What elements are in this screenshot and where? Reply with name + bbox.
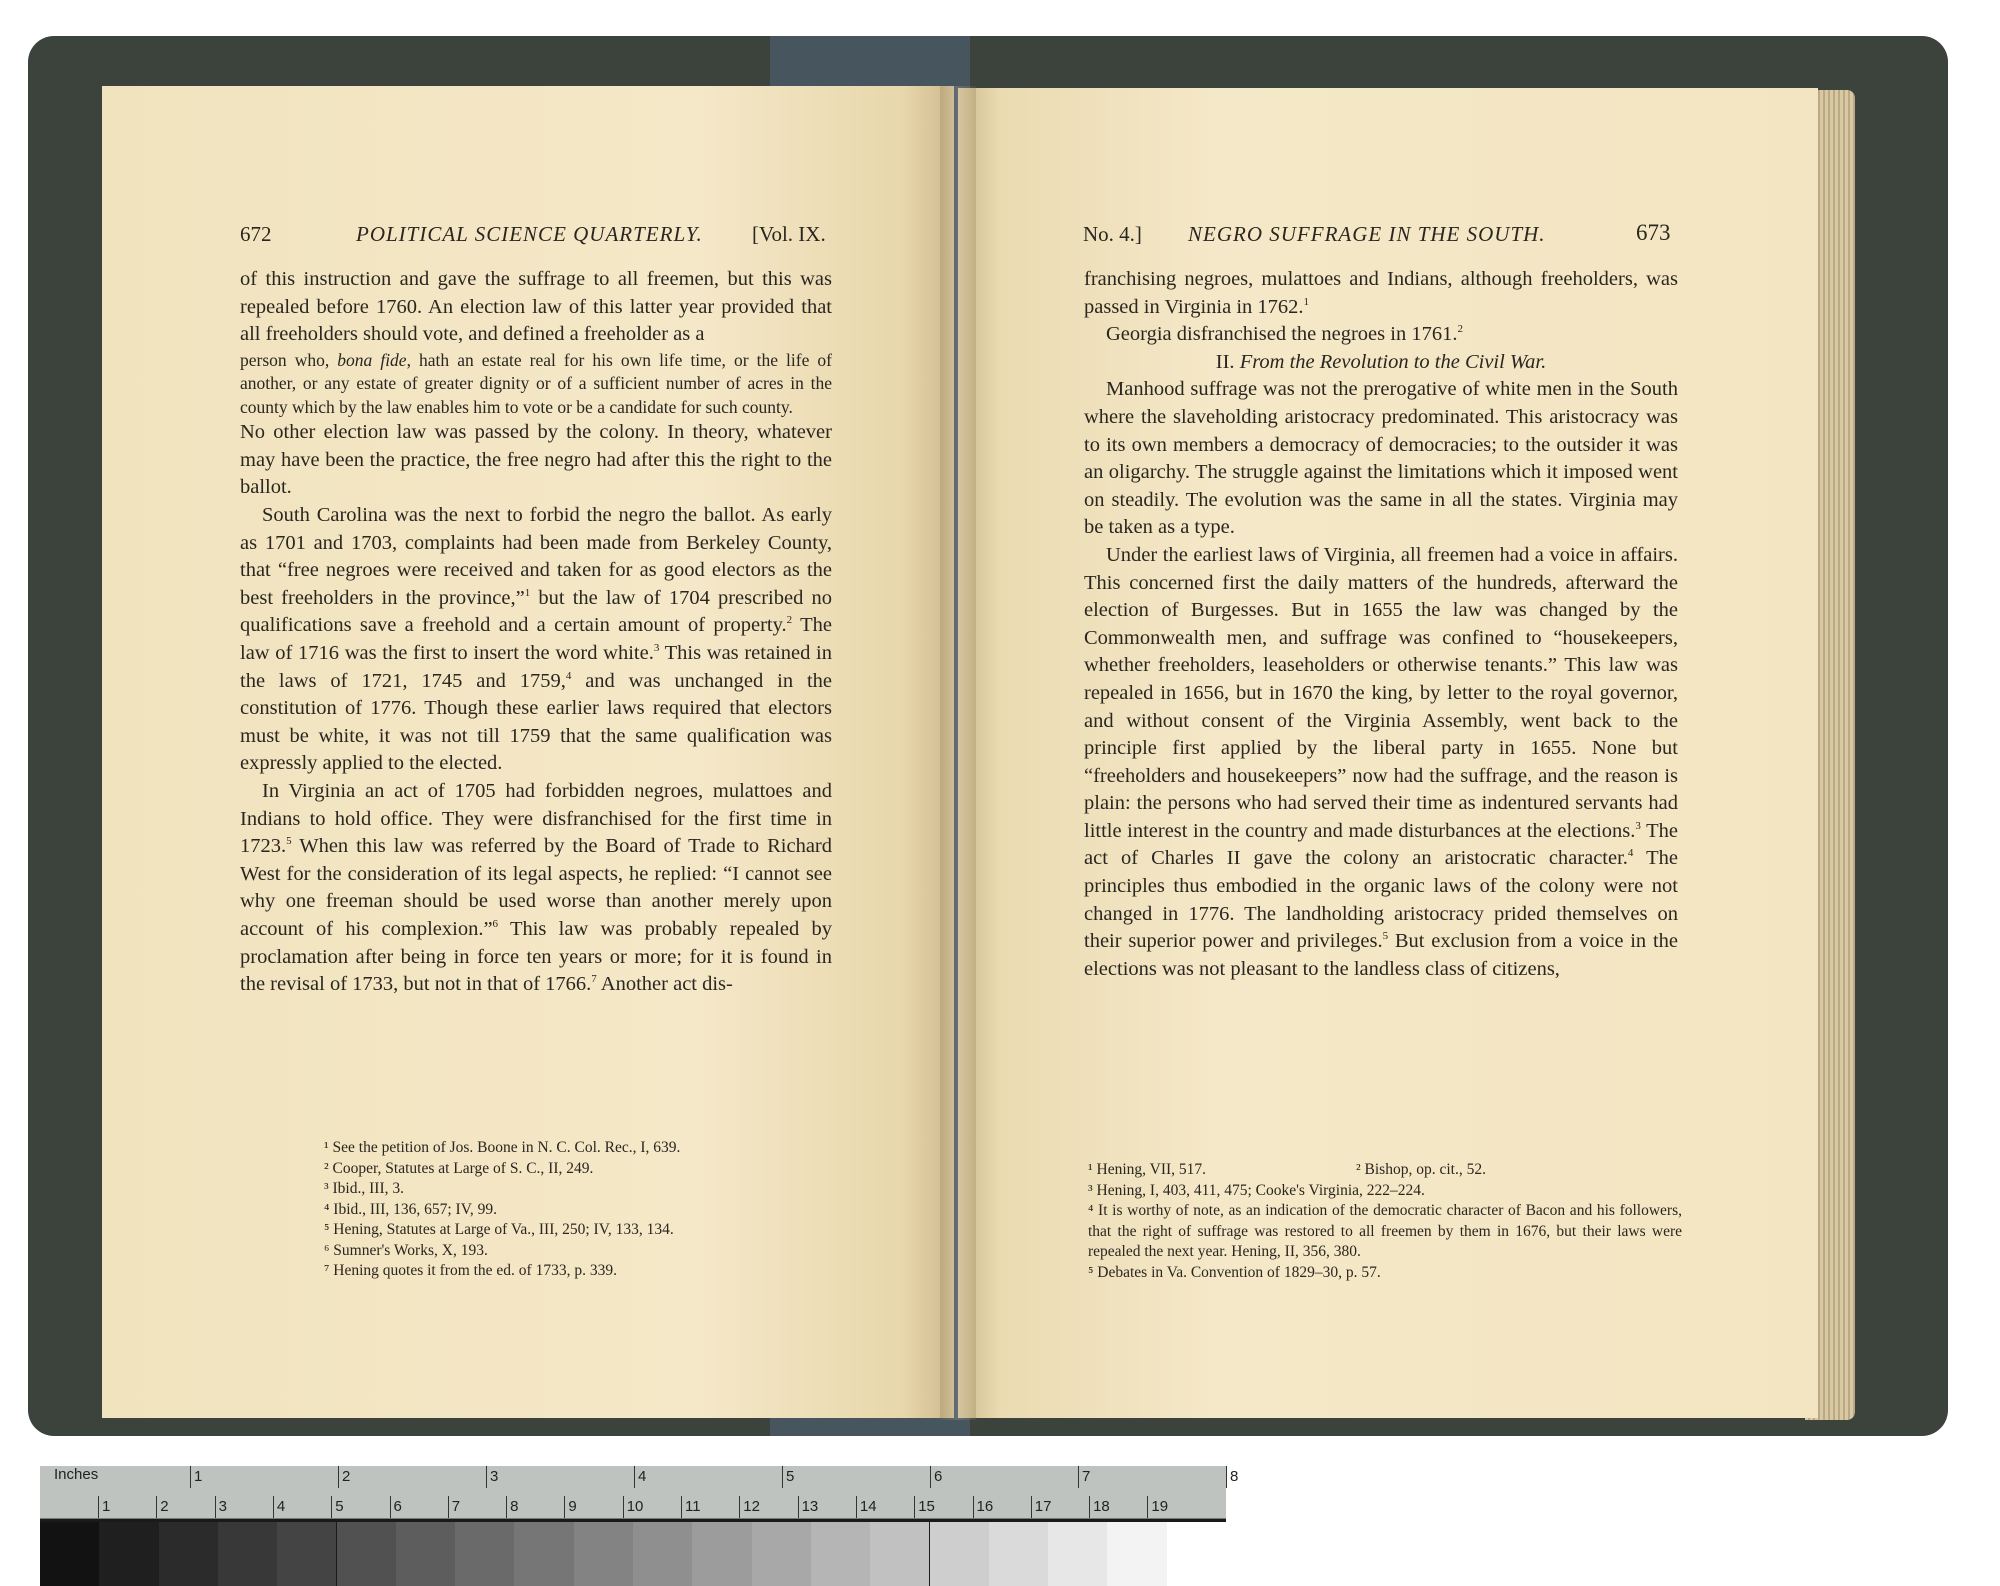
ruler-cm-label: 3 [218,1498,227,1515]
ruler-cm-tick [739,1496,740,1518]
footnote: ⁴ It is worthy of note, as an indication of the democratic character of Bacon and his followers, that the right of suffrage was restored to all freemen by them in 1676, but their laws were repealed the next year. Hening, II, 356, 380. [1088,1202,1682,1260]
gray-swatch [633,1522,692,1586]
right-para-3: Manhood suffrage was not the prerogative of white men in the South where the slaveholding aristocracy predominated. This aristocracy was to its own members a democracy of democracies; to the outsider it was an oligarchy. The struggle against the limitations which it imposed went on steadily. The evolution was the same in all the states. Virginia may be taken as a type. [1084,378,1678,539]
ruler-cm-tick [798,1496,799,1518]
ruler-cm-label: 15 [918,1498,935,1515]
ruler-cm-tick [448,1496,449,1518]
right-body [1084,266,1678,983]
ruler-cm-label: 18 [1093,1498,1110,1515]
gray-swatch [99,1522,158,1586]
ruler-cm-tick [914,1496,915,1518]
gray-swatch [692,1522,751,1586]
ruler-cm-label: 5 [335,1498,344,1515]
gray-swatch [1048,1522,1107,1586]
ruler-inch-tick [634,1466,635,1488]
footnote: ¹ Hening, VII, 517. [1088,1161,1207,1178]
left-para-1: of this instruction and gave the suffrage to all freemen, but this was repealed before 1760. An election law of this latter year provided that all freeholders should vote, and defined a freeholder as a [240,268,832,346]
ruler-inch-tick [338,1466,339,1488]
gray-swatch [159,1522,218,1586]
ruler-cm-tick [681,1496,682,1518]
left-para-2: No other election law was passed by the colony. In theory, whatever may have been the practice, the free negro had after this the right to the ballot. [240,421,832,499]
ruler-cm-tick [1089,1496,1090,1518]
footnote: ³ Hening, I, 403, 411, 475; Cooke's Virginia, 222–224. [1088,1181,1425,1199]
right-issue: No. 4.] [1083,222,1142,246]
ruler-cm-label: 1 [102,1498,111,1515]
ruler-cm-tick [1147,1496,1148,1518]
footnote: ⁷ Hening quotes it from the ed. of 1733, p. 339. [324,1262,617,1279]
gray-swatch [396,1522,455,1586]
ruler-inch-label: 2 [342,1468,351,1485]
ruler-inch-label: 7 [1082,1468,1091,1485]
ruler-cm-label: 14 [859,1498,877,1515]
gutter [940,86,976,1420]
ruler-inch-label: 8 [1230,1468,1239,1485]
ruler-cm-label: 10 [626,1498,644,1515]
gray-swatch [1167,1522,1226,1586]
right-para-2: Georgia disfranchised the negroes in 1761.$^2$ [1106,323,1463,346]
ruler-cm-tick [273,1496,274,1518]
ruler-cm-label: 17 [1034,1498,1052,1515]
ruler-units-label: Inches [54,1466,99,1483]
right-running-title: NEGRO SUFFRAGE IN THE SOUTH. [1188,222,1546,246]
footnote: ⁵ Hening, Statutes at Large of Va., III, 250; IV, 133, 134. [324,1221,674,1238]
ruler-cm-label: 12 [743,1498,760,1515]
ruler-cm-tick [1031,1496,1032,1518]
ruler-cm-tick [390,1496,391,1518]
right-para-4: Under the earliest laws of Virginia, all freemen had a voice in affairs. This concerned first the daily matters of the hundreds, afterward the election of Burgesses. But in 1655 the law was changed by the Commonwealth men, and suffrage was confined to “housekeepers, whether freeholders, leaseholders or otherwise tenants.” This law was repealed in 1656, but in 1670 the king, by letter to the royal governor, and without consent of the Virginia Assembly, went back to the principle first applied by the liberal party in 1655. None but “freeholders and housekeepers” now had the suffrage, and the reason is plain: the persons who had served their time as indentured servants had little interest in the country and made disturbances at the elections.$^3$ The act of Charles II gave the colony an aristocratic character.$^4$ The principles thus embodied in the organic laws of the colony were not changed in 1776. The landholding aristocracy prided themselves on their superior power and privileges.$^5$ But exclusion from a voice in the elections was not pleasant to the landless class of citizens, [1084,543,1678,980]
ruler-cm-tick [564,1496,565,1518]
left-body [240,266,832,999]
gray-swatch [752,1522,811,1586]
ruler-cm-label: 9 [568,1498,577,1515]
ruler-inch-tick [1078,1466,1079,1488]
ruler-cm-label: 19 [1151,1498,1169,1515]
ruler-cm-tick [623,1496,624,1518]
ruler-inch-label: 6 [934,1468,943,1485]
ruler-cm-tick [506,1496,507,1518]
gray-swatch [811,1522,870,1586]
gray-swatch [40,1522,99,1586]
ruler-cm-tick [856,1496,857,1518]
left-quote: person who, bona fide, hath an estate real for his own life time, or the life of another, or any estate of greater dignity or of a sufficient number of acres in the county which by the law enables him to vote or be a candidate for such county. [240,349,832,417]
scale-ruler [40,1466,1239,1586]
footnote: ² Bishop, op. cit., 52. [1356,1161,1486,1178]
ruler-inch-tick [190,1466,191,1488]
footnote: ⁵ Debates in Va. Convention of 1829–30, p. 57. [1088,1263,1381,1281]
ruler-cm-label: 2 [160,1498,169,1515]
gray-swatch [1107,1522,1166,1586]
left-para-4: In Virginia an act of 1705 had forbidden negroes, mulattoes and Indians to hold office. They were disfranchised for the first time in 1723.$^5$ When this law was referred by the Board of Trade to Richard West for the consideration of its legal aspects, he replied: “I cannot see why one freeman should be used worse than another merely upon account of his complexion.”$^6$ This law was probably repealed by proclamation after being in force ten years or more; for it is found in the revisal of 1733, but not in that of 1766.$^7$ Another act dis- [240,780,832,996]
gray-swatch [455,1522,514,1586]
ruler-cm-label: 11 [685,1498,701,1515]
footnote: ¹ See the petition of Jos. Boone in N. C. Col. Rec., I, 639. [324,1139,681,1156]
left-running-title: POLITICAL SCIENCE QUARTERLY. [356,222,703,246]
ruler-cm-tick [98,1496,99,1518]
footnote: ⁶ Sumner's Works, X, 193. [324,1241,488,1259]
ruler-inch-label: 3 [490,1468,499,1485]
ruler-cm-label: 7 [451,1498,461,1515]
gray-swatch [218,1522,277,1586]
ruler-cm-label: 8 [510,1498,519,1515]
ruler-cm-tick [215,1496,216,1518]
ruler-cm-label: 13 [801,1498,819,1515]
right-footnotes [1088,1160,1682,1283]
footnote: ² Cooper, Statutes at Large of S. C., II, 249. [324,1159,594,1177]
ruler-inch-label: 5 [786,1468,795,1485]
ruler-inch-label: 1 [194,1468,203,1485]
ruler-cm-tick [156,1496,157,1518]
footnote: ³ Ibid., III, 3. [324,1180,404,1197]
ruler-cm-label: 16 [976,1498,994,1515]
left-page-number: 672 [240,222,272,246]
ruler-inch-tick [930,1466,931,1488]
ruler-inch-tick [782,1466,783,1488]
gray-swatch [514,1522,573,1586]
gray-swatch [337,1522,396,1586]
ruler-inch-label: 4 [638,1468,647,1485]
right-para-1: franchising negroes, mulattoes and Indians, although freeholders, was passed in Virginia in 1762.$^1$ [1084,268,1678,318]
gray-swatch [930,1522,989,1586]
gray-swatch [989,1522,1048,1586]
footnote: ⁴ Ibid., III, 136, 657; IV, 99. [324,1200,498,1218]
left-volume: [Vol. IX. [752,222,826,246]
ruler-cm-label: 4 [276,1498,286,1515]
ruler-inch-tick [1226,1466,1227,1488]
left-para-3: South Carolina was the next to forbid the negro the ballot. As early as 1701 and 1703, complaints had been made from Berkeley County, that “free negroes were received and taken for as good electors as the best freeholders in the province,”$^1$ but the law of 1704 prescribed no qualifications save a freehold and a certain amount of property.$^2$ The law of 1716 was the first to insert the word white.$^3$ This was retained in the laws of 1721, 1745 and 1759,$^4$ and was unchanged in the constitution of 1776. Though these earlier laws required that electors must be white, it was not till 1759 that the same qualification was expressly applied to the elected. [240,504,832,775]
ruler-cm-label: 6 [393,1498,402,1515]
ruler-inch-tick [486,1466,487,1488]
gray-swatch [574,1522,633,1586]
gray-swatch [870,1522,929,1586]
ruler-cm-tick [973,1496,974,1518]
gray-swatch [277,1522,336,1586]
left-footnotes [324,1138,680,1282]
section-heading: II. From the Revolution to the Civil War. [1215,350,1547,373]
right-page-number: 673 [1636,220,1671,245]
ruler-cm-tick [331,1496,332,1518]
